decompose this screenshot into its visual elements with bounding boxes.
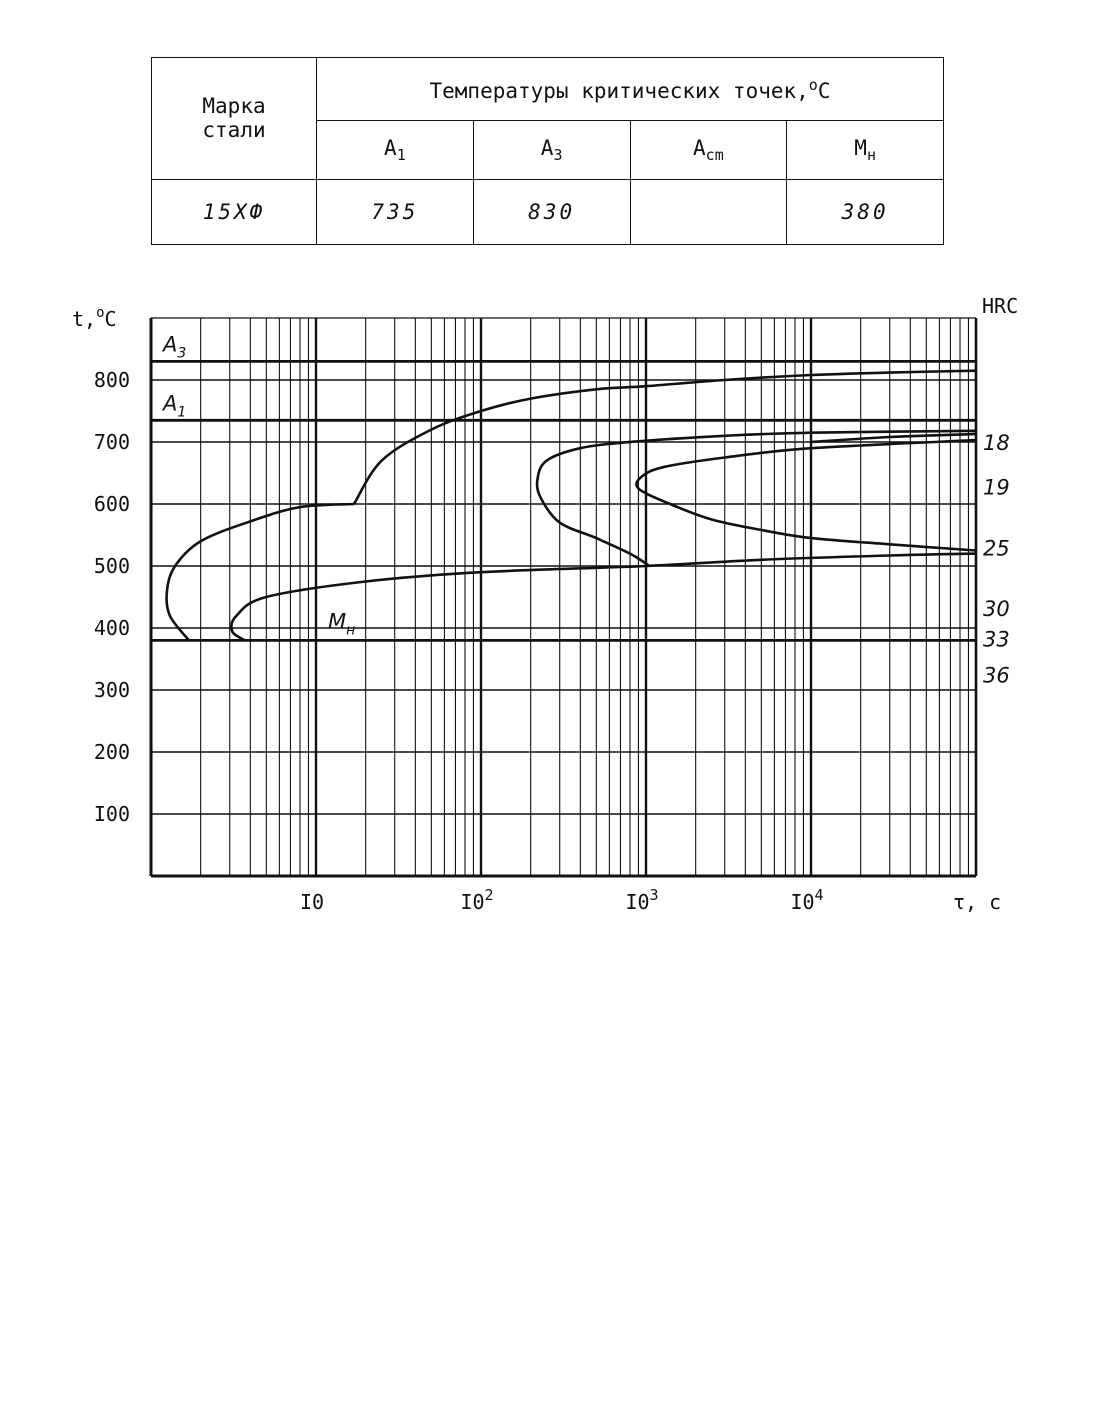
critical-label-A1: $A_1$ [163,391,187,421]
degree-sup: o [808,75,818,94]
y-tick-label: I00 [93,802,130,826]
col-a1-header: $A_1$ [317,121,474,180]
y-tick-label: 700 [93,430,130,454]
x-tick-label: $I0^3$ [625,886,659,914]
col-acm-header: $A_{cm}$ [630,121,787,180]
x-axis-label: τ, с [953,890,1002,914]
transformation-curves [167,371,976,641]
y-tick-label: 200 [93,740,130,764]
col-mn-header: $M_н$ [787,121,944,180]
critical-label-Mn: $M_н$ [328,609,356,639]
critical-label-A3: $A_3$ [163,332,187,362]
curve-ferrite-start [167,504,354,640]
chart-axes [151,318,976,876]
steel-grade-header-line1: Марка [202,94,266,119]
hrc-label: HRC [982,294,1019,318]
celsius-unit: C [817,78,831,103]
hrc-value-label: 30 [983,597,1010,622]
curve-pearlite-finish [636,440,976,550]
hrc-value-label: 18 [983,431,1010,455]
cell-mn: 380 [787,179,944,244]
x-tick-label: I0 [299,890,325,914]
hrc-value-label: 25 [983,536,1010,561]
y-tick-label: 300 [93,678,130,702]
critical-lines [151,361,976,640]
steel-grade-header-line2: стали [202,118,266,143]
y-axis-label: t,$^o$C [72,305,117,331]
y-tick-label: 500 [93,554,130,578]
cell-grade: 15ХФ [152,179,317,244]
hrc-value-label: 19 [983,475,1010,500]
cell-a1: 735 [317,179,474,244]
chart-grid [151,318,976,876]
y-tick-label: 400 [93,616,130,640]
x-tick-label: $I0^2$ [460,886,494,914]
hrc-value-label: 36 [983,663,1010,688]
col-a3-header: $A_3$ [473,121,630,180]
cell-a3: 830 [473,179,630,244]
x-tick-label: $I0^4$ [790,886,824,914]
y-tick-label: 600 [93,492,130,516]
y-tick-label: 800 [93,368,130,392]
hrc-value-label: 33 [983,627,1010,652]
critical-temps-title: Температуры критических точек, [429,78,809,103]
